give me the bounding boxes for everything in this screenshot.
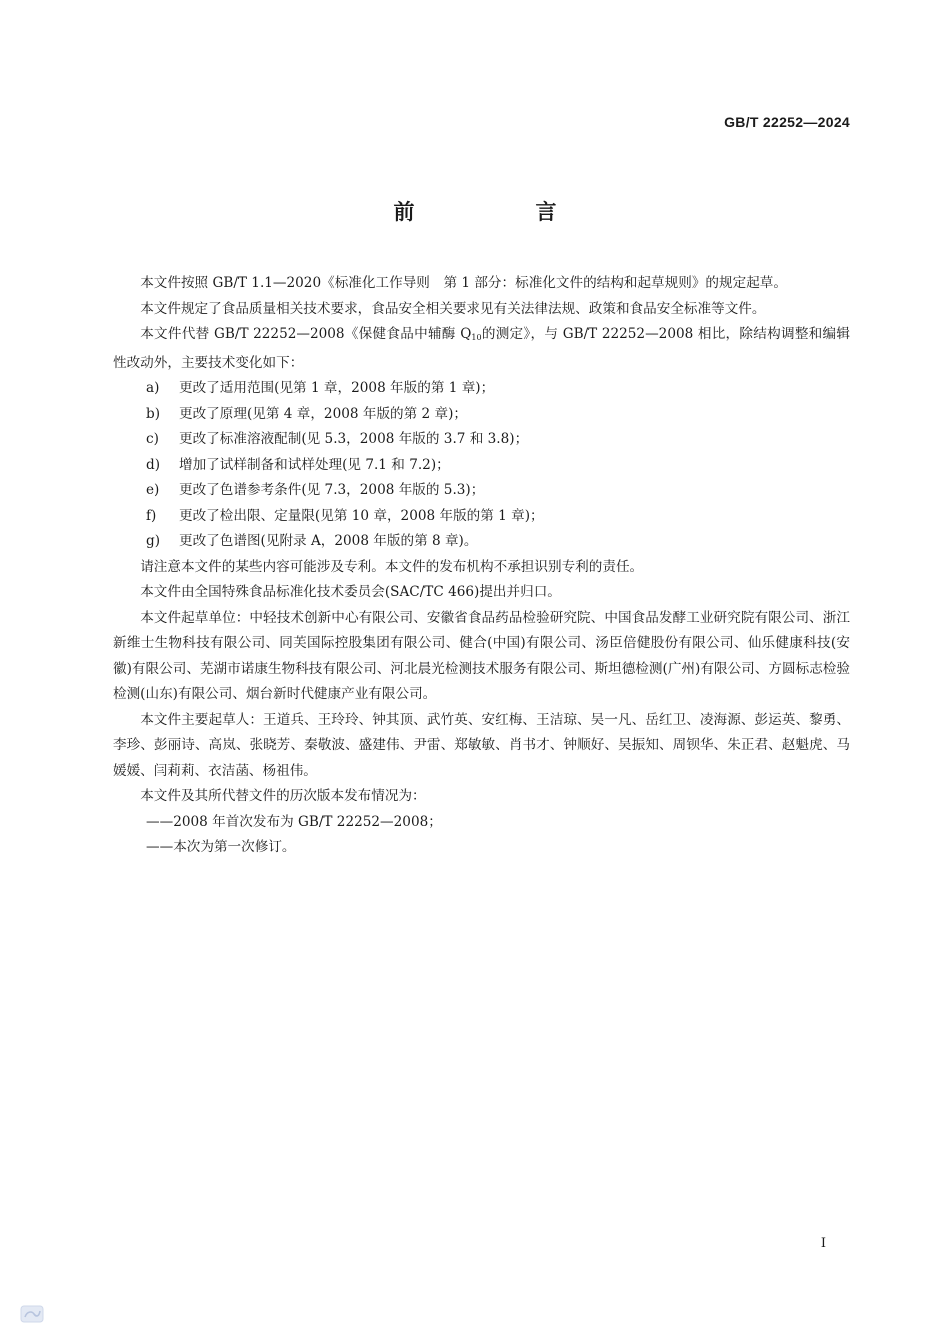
list-item: f) 更改了检出限、定量限(见第 10 章，2008 年版的第 1 章)； bbox=[146, 507, 544, 524]
paragraph-patent-notice: 请注意本文件的某些内容可能涉及专利。本文件的发布机构不承担识别专利的责任。 bbox=[140, 558, 644, 575]
paragraph-history-intro: 本文件及其所代替文件的历次版本发布情况为： bbox=[140, 788, 426, 804]
sac-logo-icon bbox=[20, 1302, 44, 1326]
paragraph-committee: 本文件由全国特殊食品标准化技术委员会(SAC/TC 466)提出并归口。 bbox=[140, 584, 561, 600]
list-item: c) 更改了标准溶液配制(见 5.3，2008 年版的 3.7 和 3.8)； bbox=[146, 431, 529, 447]
list-item: b) 更改了原理(见第 4 章，2008 年版的第 2 章)； bbox=[146, 405, 468, 422]
paragraph-scope-note: 本文件规定了食品质量相关技术要求，食品安全相关要求见有关法律法规、政策和食品安全标准等文件。 bbox=[140, 300, 766, 317]
list-item: d) 增加了试样制备和试样处理(见 7.1 和 7.2)； bbox=[146, 456, 450, 473]
paragraph-replacement: 本文件代替 GB/T 22252—2008《保健食品中辅酶 $Q_{10}$的测定》，与 GB/T 22252—2008 相比，除结构调整和编辑性改动外，主要技术变化如下： bbox=[113, 326, 850, 371]
list-item: e) 更改了色谱参考条件(见 7.3，2008 年版的 5.3)； bbox=[146, 482, 485, 498]
history-item: ——2008 年首次发布为 GB/T 22252—2008； bbox=[146, 813, 442, 830]
list-item: g) 更改了色谱图(见附录 A，2008 年版的第 8 章)。 bbox=[146, 533, 478, 549]
standard-number: GB/T 22252—2024 bbox=[724, 114, 850, 130]
page-title: 前 言 bbox=[393, 200, 607, 224]
history-item: ——本次为第一次修订。 bbox=[146, 839, 296, 855]
paragraph-drafters: 本文件主要起草人：王道兵、王玲玲、钟其顶、武竹英、安红梅、王洁琼、吴一凡、岳红卫、凌海源、彭运英、黎勇、李珍、彭丽诗、高岚、张晓芳、秦敬波、盛建伟、尹雷、郑敏敏、肖书才、钟顺好、吴振知、周钡华、朱正君、赵魁虎、马媛媛、闫莉莉、衣洁菡、杨祖伟。 bbox=[113, 711, 850, 779]
page-number: I bbox=[820, 1236, 826, 1251]
subscript: 10 bbox=[471, 333, 482, 342]
document-body bbox=[113, 271, 850, 861]
paragraph-drafting-units: 本文件起草单位：中轻技术创新中心有限公司、安徽省食品药品检验研究院、中国食品发酵工业研究院有限公司、浙江新维士生物科技有限公司、同芙国际控股集团有限公司、健合(中国)有限公司、汤臣倍健股份有限公司、仙乐健康科技(安徽)有限公司、芜湖市诺康生物科技有限公司、河北晨光检测技术服务有限公司、斯坦德检测(广州)有限公司、方圆标志检验检测(山东)有限公司、烟台新时代健康产业有限公司。 bbox=[113, 609, 850, 702]
list-item: a) 更改了适用范围(见第 1 章，2008 年版的第 1 章)； bbox=[146, 380, 495, 396]
paragraph-drafting-rules: 本文件按照 GB/T 1.1—2020《标准化工作导则 第 1 部分：标准化文件的结构和起草规则》的规定起草。 bbox=[140, 275, 787, 291]
